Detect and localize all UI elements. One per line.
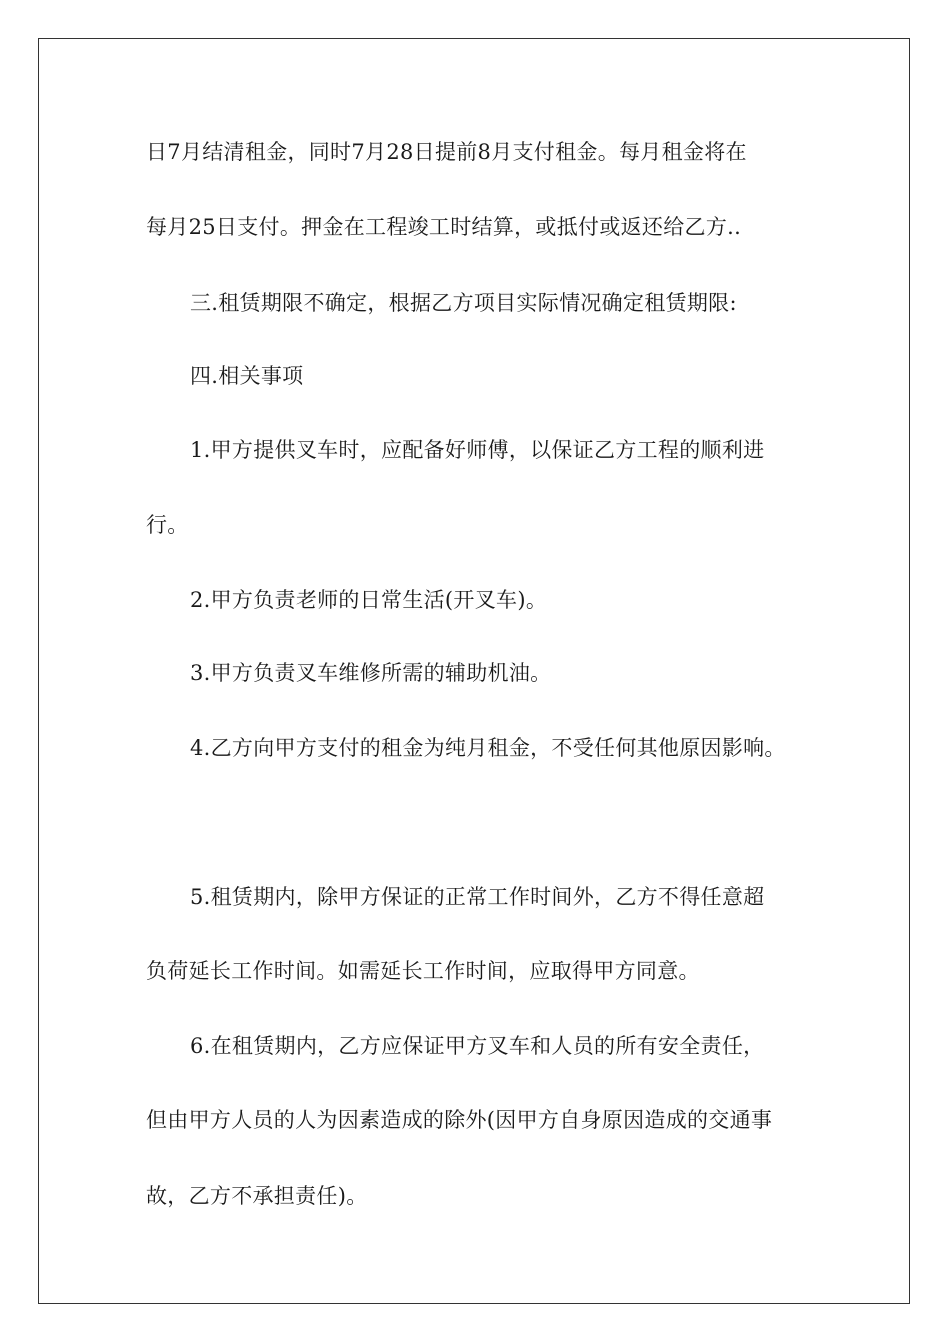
- section-three-heading: 三.租赁期限不确定，根据乙方项目实际情况确定租赁期限:: [190, 291, 737, 315]
- text-line-1: 日7月结清租金，同时7月28日提前8月支付租金。每月租金将在: [146, 140, 747, 164]
- item-6-line-3: 故，乙方不承担责任)。: [146, 1184, 368, 1208]
- item-3: 3.甲方负责叉车维修所需的辅助机油。: [190, 661, 552, 685]
- item-4: 4.乙方向甲方支付的租金为纯月租金，不受任何其他原因影响。: [190, 736, 786, 760]
- text-line-2: 每月25日支付。押金在工程竣工时结算，或抵付或返还给乙方..: [146, 215, 742, 239]
- item-2: 2.甲方负责老师的日常生活(开叉车)。: [190, 588, 548, 612]
- section-four-heading: 四.相关事项: [190, 364, 304, 388]
- item-5-line-1: 5.租赁期内，除甲方保证的正常工作时间外，乙方不得任意超: [190, 885, 765, 909]
- item-6-line-1: 6.在租赁期内，乙方应保证甲方叉车和人员的所有安全责任，: [190, 1034, 765, 1058]
- item-1-line-1: 1.甲方提供叉车时，应配备好师傅，以保证乙方工程的顺利进: [190, 438, 765, 462]
- item-5-line-2: 负荷延长工作时间。如需延长工作时间，应取得甲方同意。: [146, 959, 700, 983]
- item-6-line-2: 但由甲方人员的人为因素造成的除外(因甲方自身原因造成的交通事: [146, 1108, 773, 1132]
- item-1-line-2: 行。: [146, 513, 189, 537]
